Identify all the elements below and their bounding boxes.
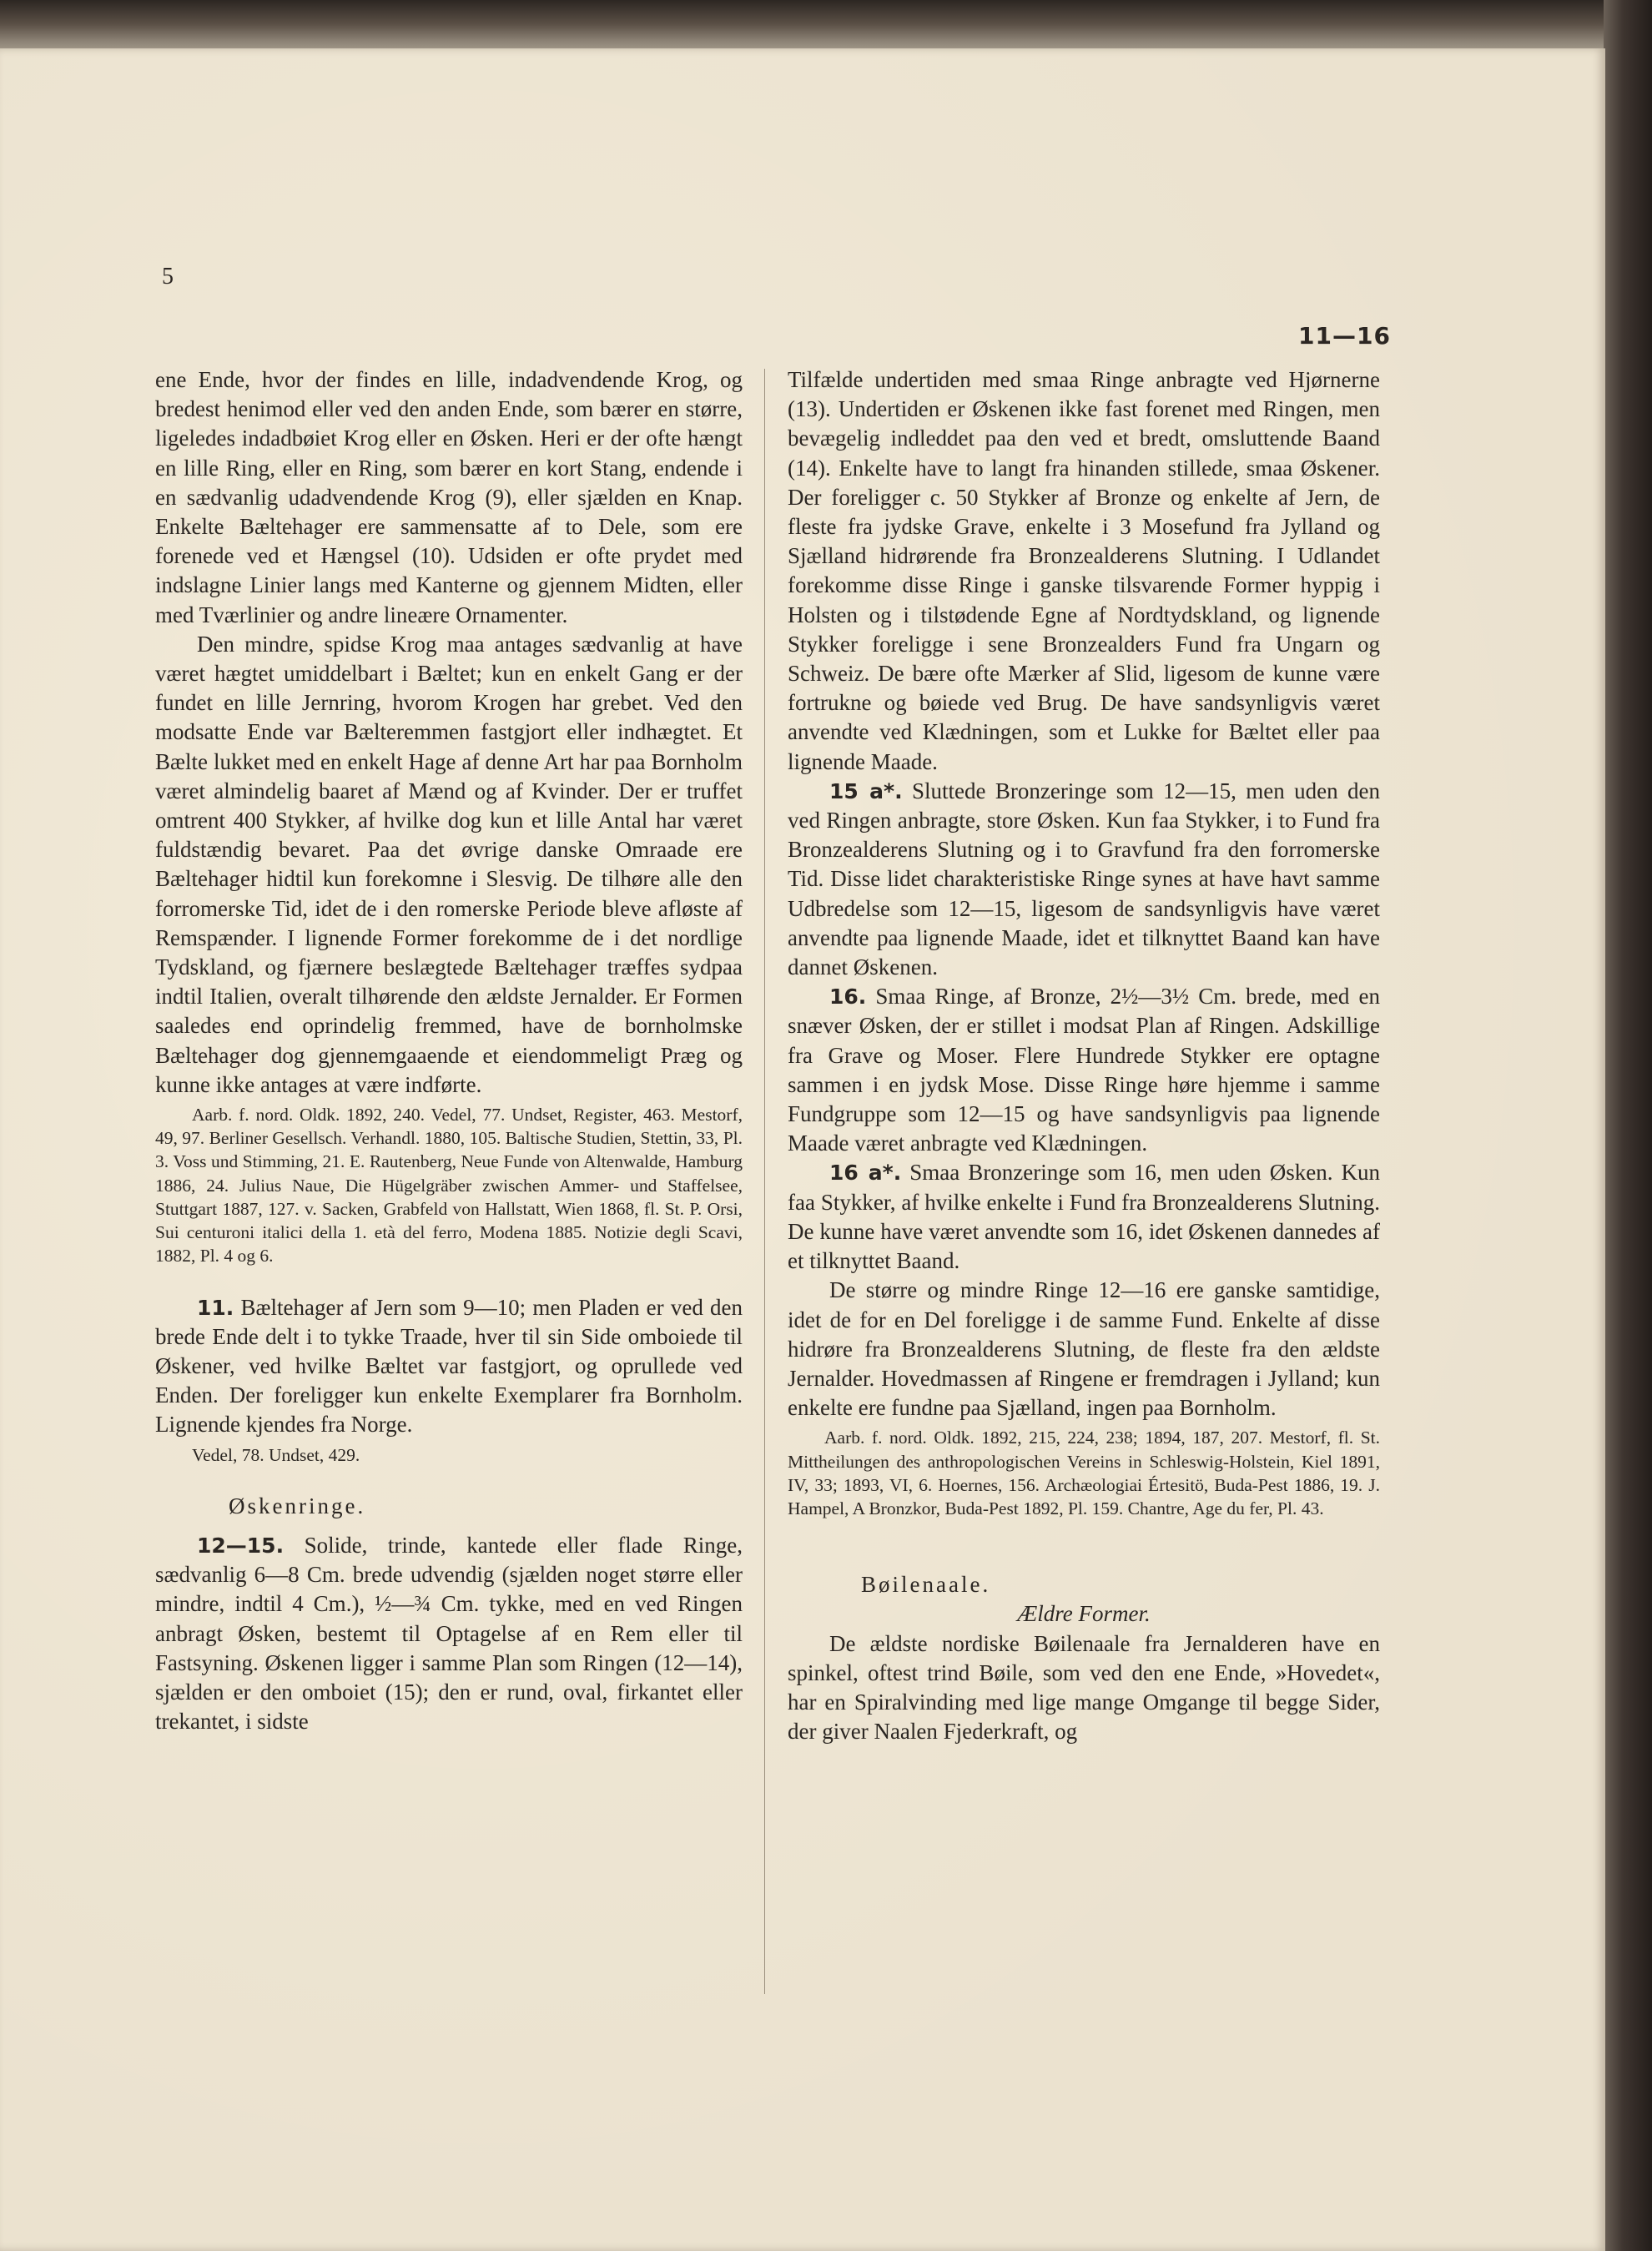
entry-16 (788, 982, 1380, 1158)
book-spine-right (1604, 0, 1652, 2251)
text-column-right (788, 365, 1380, 1746)
section-heading: Bøilenaale. (861, 1572, 991, 1598)
entry-11 (155, 1293, 743, 1440)
paragraph: Tilfælde undertiden med smaa Ringe anbragte ved Hjørnerne (13). Undertiden er Øskenen ikke fast forenet med Ringen, men bevægelig indleddet paa den ved et bredt, omsluttende Baand (14). Enkelte have to langt fra hinanden stillede, smaa Øskener. Der foreligger c. 50 Stykker af Bronze og enkelte af Jern, de fleste fra jydske Grave, enkelte i 3 Mosefund fra Jylland og Sjælland hidrørende fra Bronzealderens Slutning. I Udlandet forekomme disse Ringe i ganske tilsvarende Former hyppig i Holsten og i tilstødende Egne af Nordtydskland, og lignende Stykker foreligge i sene Bronzealders Fund fra Ungarn og Schweiz. De bære ofte Mærker af Slid, ligesom de kunne være fortrukne og bøiede ved Brug. De have sandsynligvis været anvendte ved Klædningen, som et Lukke for Bæltet eller paa lignende Maade. (788, 367, 1380, 774)
entry-number: 16. (829, 984, 867, 1010)
entry-text: Solide, trinde, kantede eller flade Ringe, sædvanlig 6—8 Cm. brede udvendig (sjælden noget større eller mindre, indtil 4 Cm.), ½—¾ Cm. tykke, med en ved Ringen anbragt Øsken, bestemt til Optagelse af en Rem eller til Fastsyning. Øskenen ligger i samme Plan som Ringen (12—14), sjælden er den omboiet (15); den er rund, oval, firkantet eller trekantet, i sidste (155, 1532, 743, 1735)
entry-text: Smaa Ringe, af Bronze, 2½—3½ Cm. brede, med en snæver Øsken, der er stillet i modsat Plan af Ringen. Adskillige fra Grave og Moser. Flere Hundrede Stykker ere optagne sammen i en jydsk Mose. Disse Ringe høre hjemme i samme Fundgruppe som 12—15 og have sandsynligvis paa lignende Maade været anbragte ved Klædningen. (788, 984, 1380, 1156)
entry-12-15 (155, 1531, 743, 1736)
entry-number: 11. (197, 1295, 234, 1320)
entry-number: 15 a*. (829, 778, 903, 803)
references: Aarb. f. nord. Oldk. 1892, 240. Vedel, 77. Undset, Register, 463. Mestorf, 49, 97. Berliner Gesellsch. Verhandl. 1880, 105. Baltische Studien, Stettin, 33, Pl. 3. Voss und Stimming, 21. E. Rautenberg, Neue Funde von Altenwalde, Hamburg 1886, 24. Julius Naue, Die Hügelgräber zwischen Ammer- und Staffelsee, Stuttgart 1887, 127. v. Sacken, Grabfeld von Hallstatt, Wien 1868, fl. St. P. Orsi, Sui centuroni italici della 1. età del ferro, Modena 1885. Notizie degli Scavi, 1882, Pl. 4 og 6. (155, 1105, 743, 1267)
section-heading: Øskenringe. (229, 1493, 366, 1518)
page-number: 5 (162, 264, 174, 290)
references: Vedel, 78. Undset, 429. (192, 1444, 360, 1465)
text-column-left (155, 365, 743, 1736)
entry-text: Smaa Bronzeringe som 16, men uden Øsken. Kun faa Stykker, af hvilke enkelte i Fund fra Bronzealderens Slutning. De kunne have været anvendte som 16, idet Øskenen dannedes af et tilknyttet Baand. (788, 1160, 1380, 1274)
subsection-heading: Ældre Former. (1017, 1601, 1151, 1627)
entry-16a (788, 1158, 1380, 1276)
entry-number: 16 a*. (829, 1161, 902, 1186)
column-divider (764, 369, 765, 1994)
entry-number: 12—15. (197, 1533, 285, 1558)
entry-15a (788, 777, 1380, 982)
references: Aarb. f. nord. Oldk. 1892, 215, 224, 238; 1894, 187, 207. Mestorf, fl. St. Mittheilungen des anthropologischen Vereins in Schleswig-Holstein, Kiel 1891, IV, 33; 1893, VI, 6. Hoernes, 156. Archæologiai Értesitö, Buda-Pest 1886, 19. J. Hampel, A Bronzkor, Buda-Pest 1892, Pl. 159. Chantre, Age du fer, Pl. 43. (788, 1428, 1380, 1518)
paragraph: De ældste nordiske Bøilenaale fra Jernalderen have en spinkel, oftest trind Bøile, som ved den ene Ende, »Hovedet«, har en Spiralvinding med lige mange Omgange til begge Sider, der giver Naalen Fjederkraft, og (788, 1630, 1380, 1745)
book-page (0, 48, 1605, 2251)
section-range-header: 11—16 (1298, 322, 1391, 350)
paragraph: ene Ende, hvor der findes en lille, indadvendende Krog, og bredest henimod eller ved den anden Ende, som bærer en større, ligeledes indadbøiet Krog eller en Øsken. Heri er der ofte hængt en lille Ring, eller en Ring, som bærer en kort Stang, endende i en sædvanlig udadvendende Krog (9), eller sjælden en Knap. Enkelte Bæltehager ere sammensatte af to Dele, som ere forenede ved et Hængsel (10). Udsiden er ofte prydet med indslagne Linier langs med Kanterne og gjennem Midten, eller med Tværlinier og andre lineære Ornamenter. (155, 367, 743, 627)
entry-text: Sluttede Bronzeringe som 12—15, men uden den ved Ringen anbragte, store Øsken. Kun faa Stykker, i to Fund fra Bronzealderens Slutning og i to Gravfund fra den forromerske Tid. Disse lidet charakteristiske Ringe synes at have havt samme Udbredelse som 12—15, ligesom de sandsynligvis have været anvendte paa lignende Maade, idet et tilknyttet Baand kan have dannet Øskenen. (788, 778, 1380, 980)
entry-text: Bæltehager af Jern som 9—10; men Pladen er ved den brede Ende delt i to tykke Traade, hver til sin Side omboiede til Øskener, ved hvilke Bæltet var fastgjort, og oprullede ved Enden. Der foreligger kun enkelte Exemplarer fra Bornholm. Lignende kjendes fra Norge. (155, 1294, 743, 1438)
paragraph: De større og mindre Ringe 12—16 ere ganske samtidige, idet de for en Del foreligge i de samme Fund. Enkelte af disse hidrøre fra Bronzealderens Slutning, de fleste fra den ældste Jernalder. Hovedmassen af Ringene er fremdragen i Jylland; kun enkelte ere fundne paa Sjælland, ingen paa Bornholm. (788, 1277, 1380, 1421)
paragraph: Den mindre, spidse Krog maa antages sædvanlig at have været hægtet umiddelbart i Bæltet; kun en enkelt Gang er der fundet en lille Jernring, hvorom Krogen har grebet. Ved den modsatte Ende var Bælteremmen fastgjort eller indhægtet. Et Bælte lukket med en enkelt Hage af denne Art har paa Bornholm været almindelig baaret af Mænd og af Kvinder. Der er truffet omtrent 400 Stykker, af hvilke dog kun et lille Antal har været fuldstændig bevaret. Paa det øvrige danske Omraade ere Bæltehager hidtil kun forekomne i Slesvig. De tilhøre alle den forromerske Tid, idet de i den romerske Periode bleve afløste af Remspænder. I lignende Former forekomme de i det nordlige Tydskland, og fjærnere beslægtede Bæltehager træffes sydpaa indtil Italien, overalt tilhørende den ældste Jernalder. Er Formen saaledes end oprindelig fremmed, have de bornholmske Bæltehager dog gjennemgaaende et eiendommeligt Præg og kunne ikke antages at være indførte. (155, 631, 743, 1097)
